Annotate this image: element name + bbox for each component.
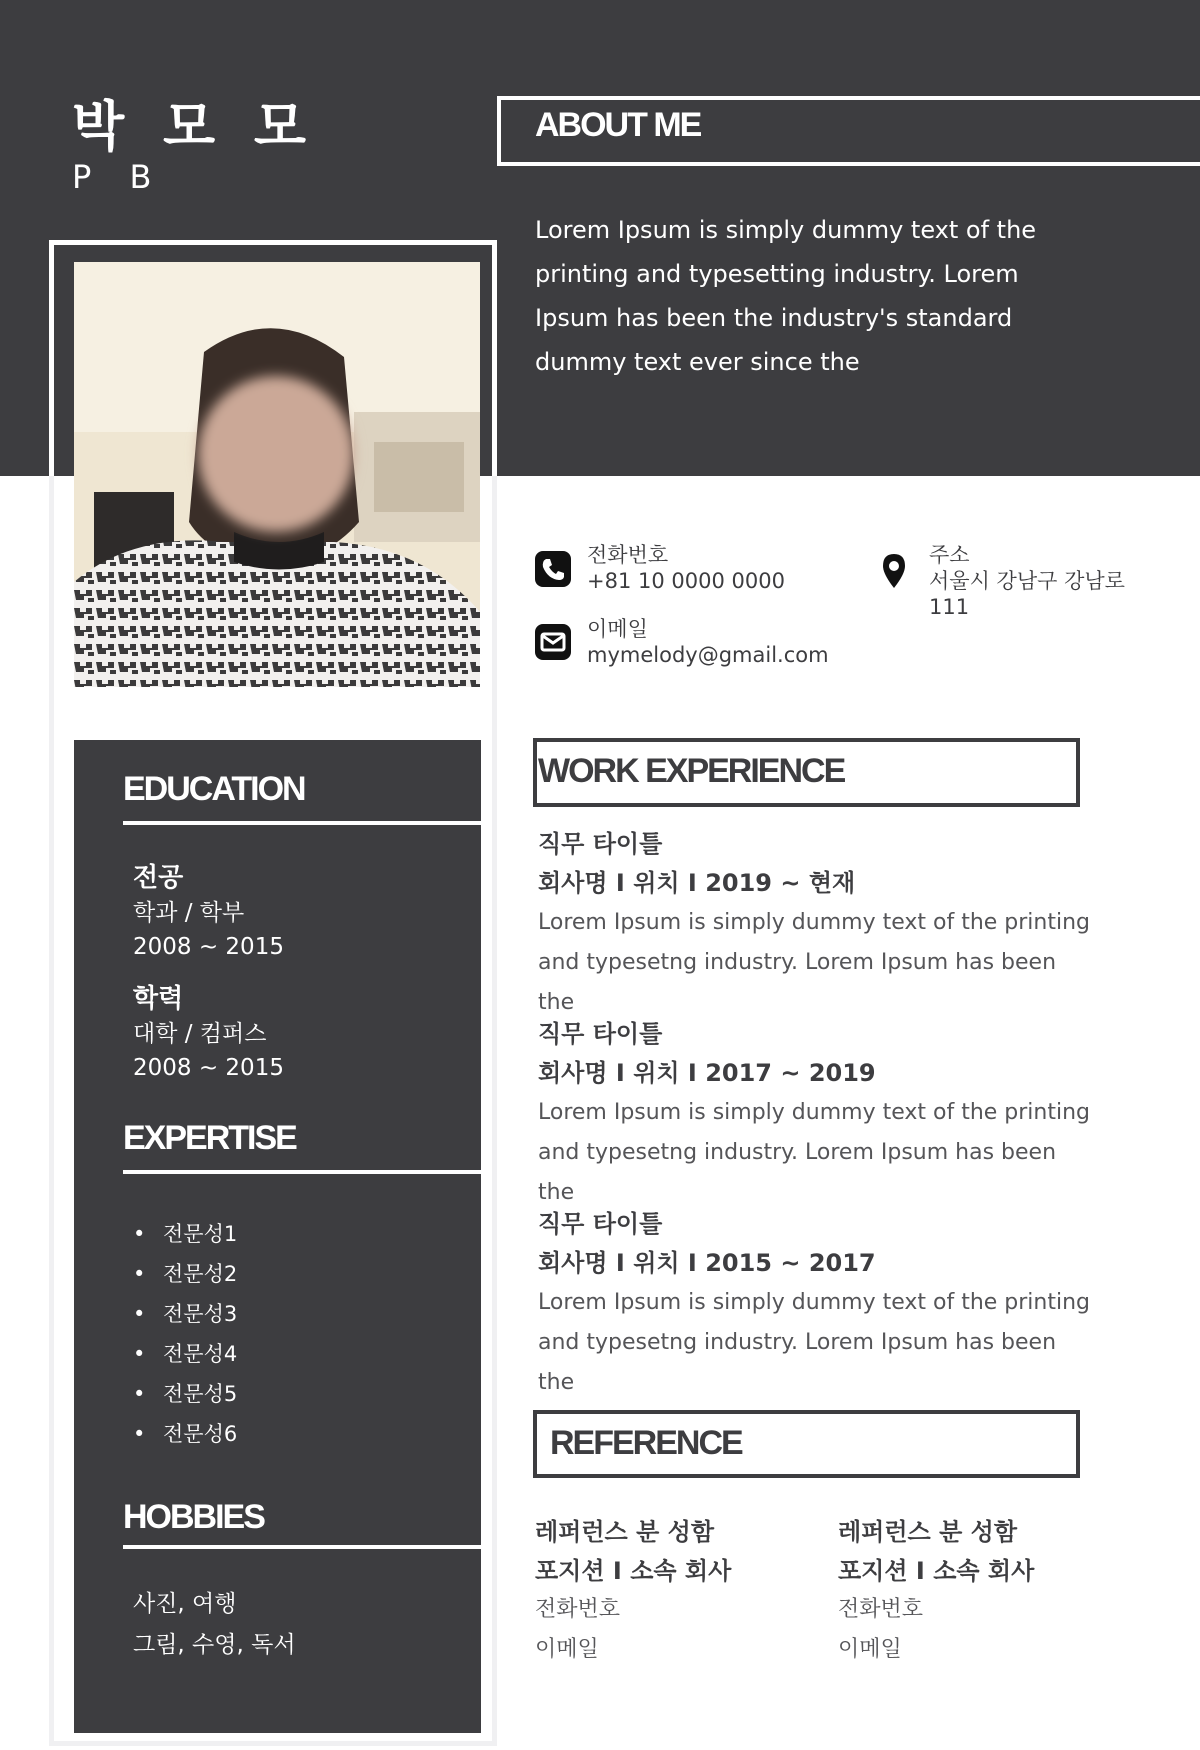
- list-item: [133, 1334, 237, 1374]
- about-title: ABOUT ME: [535, 106, 701, 144]
- job-body: is simply dummy text of the printing and typesetng industry. Lorem Ipsum has been the: [538, 1100, 1090, 1205]
- location-pin-icon: [875, 552, 913, 590]
- reference-phone: 전화번호: [838, 1597, 924, 1622]
- address-label: 주소: [929, 543, 970, 567]
- about-body: is simply dummy text of the printing and typesetting industry. Lorem Ipsum has been the industry's standard dummy text ever since the: [535, 216, 1037, 376]
- reference-position: 포지션 I 소속 회사: [838, 1557, 1035, 1585]
- expertise-item: 전문성1: [163, 1222, 238, 1246]
- bullet-icon: •: [133, 1302, 146, 1326]
- bullet-icon: •: [133, 1342, 146, 1366]
- profile-photo: [74, 262, 480, 687]
- mail-icon: [534, 623, 572, 661]
- email-label: 이메일: [587, 617, 648, 641]
- bullet-icon: •: [133, 1262, 146, 1286]
- education-heading: 전공: [133, 863, 184, 893]
- email-contact: [587, 616, 829, 668]
- hobbies-line: 사진, 여행: [133, 1591, 237, 1617]
- phone-icon: [534, 550, 572, 588]
- profile-name: 박 모 모: [72, 95, 317, 158]
- expertise-item: 전문성6: [163, 1422, 238, 1446]
- list-item: [133, 1214, 237, 1254]
- job-description: [538, 1093, 1098, 1213]
- education-item: [133, 981, 284, 1085]
- job-lead: Lorem Ipsum: [538, 1290, 682, 1315]
- education-item: [133, 860, 284, 964]
- reference-name: 레퍼런스 분 성함: [535, 1518, 714, 1546]
- education-years: 2008 ~ 2015: [133, 1055, 284, 1081]
- bullet-icon: •: [133, 1382, 146, 1406]
- reference-name: 레퍼런스 분 성함: [838, 1518, 1017, 1546]
- list-item: [133, 1254, 237, 1294]
- bullet-icon: •: [133, 1222, 146, 1246]
- education-line: 학과 / 학부: [133, 900, 245, 926]
- email-value: mymelody@gmail.com: [587, 643, 829, 667]
- address-contact: [929, 542, 1149, 620]
- job-description: [538, 1283, 1098, 1403]
- education-line: 대학 / 컴퍼스: [133, 1021, 267, 1047]
- list-item: [133, 1294, 237, 1334]
- job-description: [538, 903, 1098, 1023]
- reference-item: [535, 1512, 835, 1670]
- phone-label: 전화번호: [587, 543, 669, 567]
- job-lead: Lorem Ipsum: [538, 1100, 682, 1125]
- work-item: [538, 825, 1098, 1023]
- work-item: [538, 1015, 1098, 1213]
- expertise-item: 전문성5: [163, 1382, 238, 1406]
- reference-title: REFERENCE: [550, 1424, 742, 1462]
- job-meta: 회사명 I 위치 I 2017 ~ 2019: [538, 1059, 876, 1087]
- reference-email: 이메일: [838, 1637, 902, 1662]
- job-body: is simply dummy text of the printing and typesetng industry. Lorem Ipsum has been the: [538, 1290, 1090, 1395]
- expertise-item: 전문성3: [163, 1302, 238, 1326]
- education-years: 2008 ~ 2015: [133, 934, 284, 960]
- work-title: WORK EXPERIENCE: [538, 752, 845, 790]
- job-lead: Lorem Ipsum: [538, 910, 682, 935]
- expertise-list: [133, 1214, 237, 1454]
- hobbies-text: [133, 1584, 296, 1666]
- list-item: [133, 1414, 237, 1454]
- reference-email: 이메일: [535, 1637, 599, 1662]
- reference-phone: 전화번호: [535, 1597, 621, 1622]
- expertise-item: 전문성2: [163, 1262, 238, 1286]
- phone-value: +81 10 0000 0000: [587, 569, 785, 593]
- profile-photo-graphic: [74, 262, 480, 687]
- phone-contact: [587, 542, 785, 594]
- job-title: 직무 타이틀: [538, 1020, 663, 1048]
- job-meta: 회사명 I 위치 I 2019 ~ 현재: [538, 869, 856, 897]
- job-title: 직무 타이틀: [538, 1210, 663, 1238]
- education-divider: [123, 821, 481, 825]
- education-heading: 학력: [133, 984, 184, 1014]
- expertise-divider: [123, 1170, 481, 1174]
- job-body: is simply dummy text of the printing and typesetng industry. Lorem Ipsum has been the: [538, 910, 1090, 1015]
- job-meta: 회사명 I 위치 I 2015 ~ 2017: [538, 1249, 876, 1277]
- education-title: EDUCATION: [123, 770, 305, 808]
- expertise-title: EXPERTISE: [123, 1119, 296, 1157]
- list-item: [133, 1374, 237, 1414]
- work-item: [538, 1205, 1098, 1403]
- expertise-item: 전문성4: [163, 1342, 238, 1366]
- reference-item: [838, 1512, 1138, 1670]
- hobbies-title: HOBBIES: [123, 1498, 264, 1536]
- bullet-icon: •: [133, 1422, 146, 1446]
- address-value: 서울시 강남구 강남로 111: [929, 569, 1125, 619]
- profile-role: P B: [72, 158, 166, 196]
- about-lead: Lorem Ipsum: [535, 216, 692, 244]
- about-text: [535, 208, 1095, 384]
- reference-position: 포지션 I 소속 회사: [535, 1557, 732, 1585]
- hobbies-line: 그림, 수영, 독서: [133, 1632, 296, 1658]
- job-title: 직무 타이틀: [538, 830, 663, 858]
- hobbies-divider: [123, 1545, 481, 1549]
